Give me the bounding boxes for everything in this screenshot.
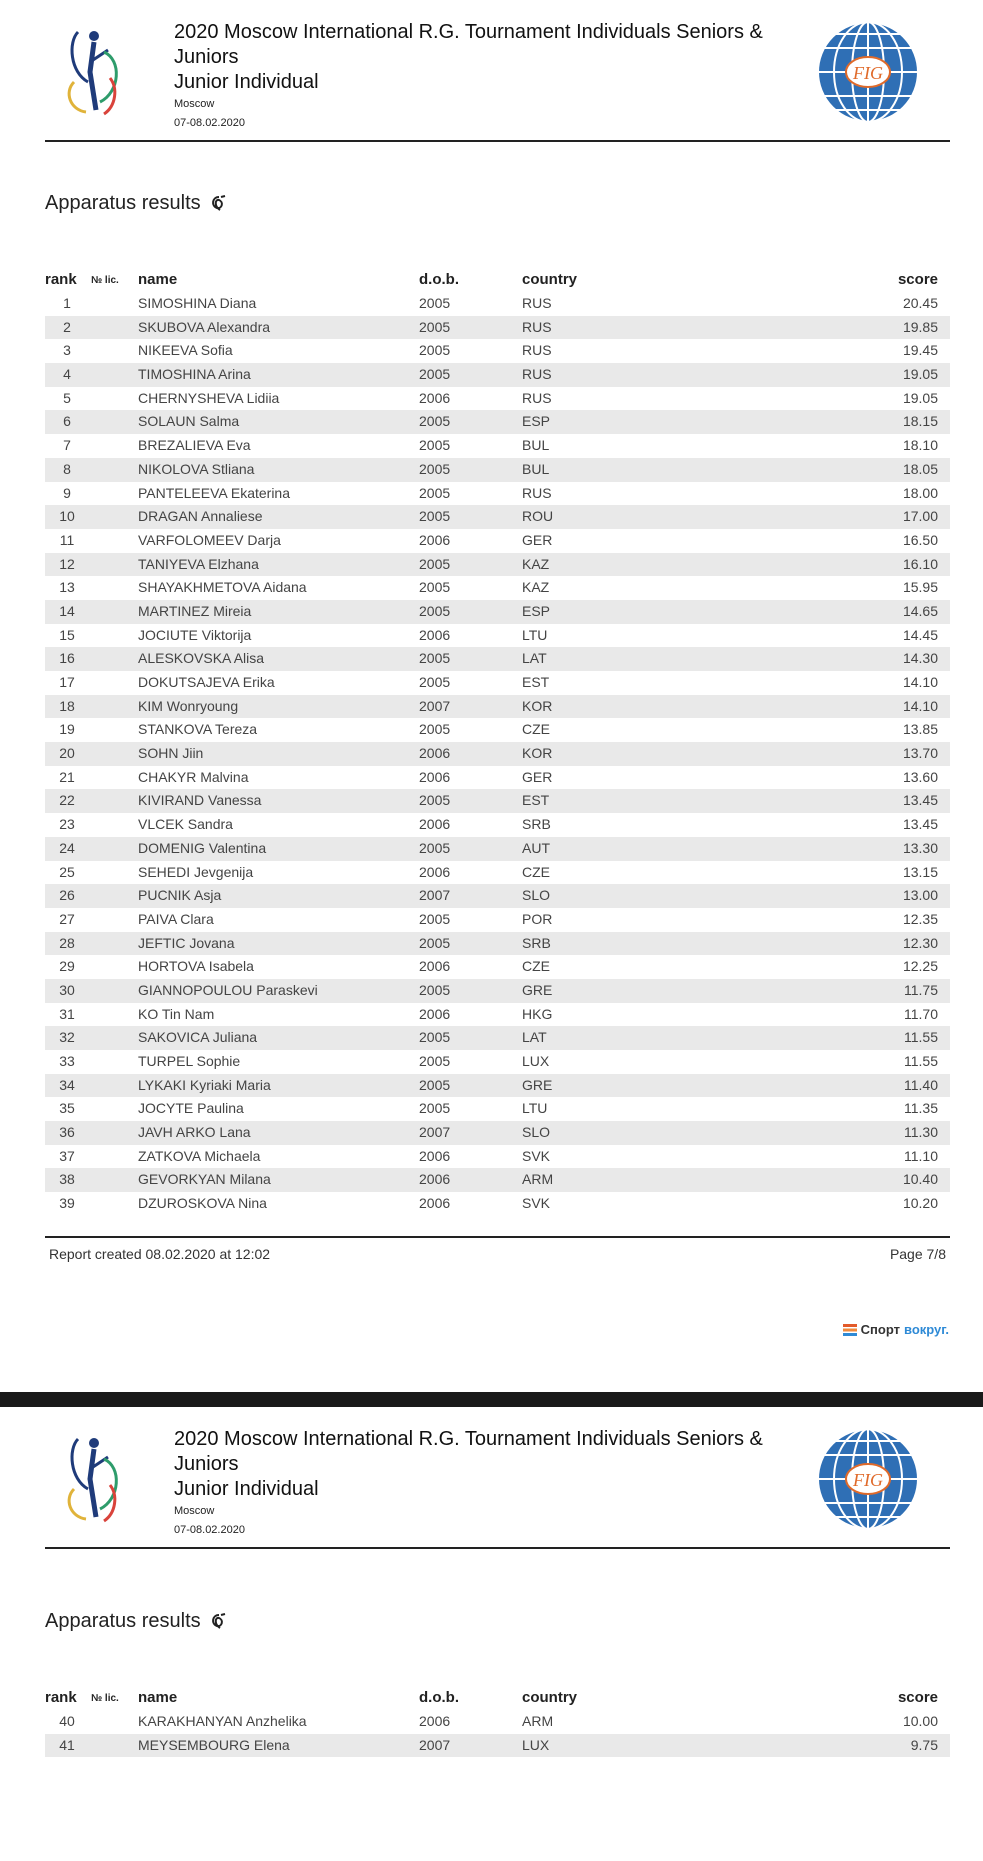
cell-score: 9.75 — [910, 1736, 938, 1753]
cell-country: CZE — [522, 958, 550, 975]
cell-dob: 2006 — [419, 745, 451, 762]
cell-score: 12.25 — [902, 958, 938, 975]
table-row — [45, 1121, 950, 1145]
cell-name: DOKUTSAJEVA Erika — [138, 674, 275, 690]
fig-globe-logo-icon — [816, 20, 920, 124]
cell-name: KO Tin Nam — [138, 1005, 215, 1022]
cell-name: JOCIUTE Viktorija — [138, 626, 252, 643]
cell-name: CHERNYSHEVA Lidiia — [138, 389, 280, 406]
table-row — [45, 837, 950, 861]
cell-name: GEVORKYAN Milana — [138, 1171, 271, 1188]
cell-score: 14.10 — [902, 697, 938, 714]
cell-country: CZE — [522, 721, 550, 738]
cell-score: 11.40 — [904, 1076, 938, 1093]
cell-rank: 40 — [59, 1713, 75, 1729]
cell-dob: 2006 — [419, 1171, 451, 1188]
cell-name: VARFOLOMEEV Darja — [138, 531, 281, 548]
cell-rank: 21 — [59, 768, 75, 785]
table-row — [45, 482, 950, 506]
section-title-text: Apparatus results — [45, 1610, 201, 1632]
fig-globe-logo-icon — [816, 1427, 920, 1531]
table-row — [45, 1050, 950, 1074]
cell-country: RUS — [522, 295, 552, 311]
cell-rank: 14 — [59, 602, 75, 619]
cell-name: SOHN Jiin — [138, 745, 204, 762]
cell-rank: 28 — [59, 934, 75, 951]
cell-dob: 2005 — [419, 579, 451, 596]
cell-country: EST — [522, 674, 550, 690]
cell-dob: 2005 — [419, 413, 451, 430]
cell-score: 15.95 — [902, 579, 938, 596]
cell-country: RUS — [522, 484, 552, 501]
cell-country: HKG — [522, 1005, 553, 1022]
gymnast-logo-icon — [60, 22, 124, 118]
cell-rank: 36 — [59, 1124, 75, 1141]
cell-score: 11.10 — [904, 1147, 938, 1164]
table-row — [45, 695, 950, 719]
header-col-country: country — [522, 1689, 578, 1706]
cell-name: ALESKOVSKA Alisa — [138, 650, 265, 667]
cell-dob: 2006 — [419, 626, 451, 643]
table-row — [45, 813, 950, 837]
cell-dob: 2005 — [419, 342, 451, 359]
cell-score: 13.00 — [902, 887, 938, 904]
cell-dob: 2005 — [419, 981, 451, 998]
cell-name: SOLAUN Salma — [138, 413, 240, 430]
cell-name: TURPEL Sophie — [138, 1053, 241, 1069]
brand-part1: Спорт — [860, 1322, 900, 1337]
table-row — [45, 1734, 950, 1758]
cell-rank: 32 — [59, 1029, 75, 1046]
cell-dob: 2007 — [419, 697, 451, 714]
table-row — [45, 387, 950, 411]
cell-score: 18.15 — [902, 413, 938, 430]
cell-score: 19.85 — [902, 318, 938, 335]
table-row — [45, 742, 950, 766]
tournament-title-line1: 2020 Moscow International R.G. Tournament Individuals Seniors & — [174, 1428, 763, 1450]
cell-country: KOR — [522, 697, 553, 714]
cell-score: 13.15 — [902, 863, 938, 880]
cell-country: RUS — [522, 389, 552, 406]
table-row — [45, 1074, 950, 1098]
cell-rank: 18 — [59, 697, 75, 714]
table-row — [45, 553, 950, 577]
cell-dob: 2005 — [419, 460, 451, 477]
cell-score: 14.65 — [902, 602, 938, 619]
cell-dob: 2005 — [419, 910, 451, 927]
cell-rank: 6 — [63, 413, 71, 430]
table-row — [45, 789, 950, 813]
cell-rank: 2 — [63, 318, 71, 335]
cell-country: CZE — [522, 863, 550, 880]
page-number: Page 7/8 — [889, 1246, 946, 1262]
table-row — [45, 1026, 950, 1050]
cell-country: RUS — [522, 366, 552, 383]
cell-dob: 2005 — [419, 1076, 451, 1093]
table-row — [45, 1192, 950, 1216]
table-row — [45, 292, 950, 316]
header-col-score: score — [897, 271, 938, 288]
cell-name: JAVH ARKO Lana — [138, 1124, 251, 1141]
table-row — [45, 955, 950, 979]
header-col-lic: № lic. — [91, 1693, 119, 1704]
cell-score: 11.35 — [904, 1100, 938, 1117]
section-title-2 — [45, 1610, 229, 1633]
cell-rank: 35 — [59, 1100, 75, 1117]
cell-score: 10.00 — [902, 1713, 938, 1729]
table-row — [45, 647, 950, 671]
cell-score: 20.45 — [902, 295, 938, 311]
cell-dob: 2007 — [419, 1124, 451, 1141]
tournament-title-line1: 2020 Moscow International R.G. Tournament Individuals Seniors & — [174, 21, 763, 43]
table-row — [45, 458, 950, 482]
cell-dob: 2006 — [419, 1147, 451, 1164]
cell-dob: 2005 — [419, 555, 451, 572]
cell-name: JEFTIC Jovana — [138, 934, 235, 951]
cell-country: GRE — [522, 1076, 553, 1093]
cell-dob: 2006 — [419, 531, 451, 548]
cell-score: 13.45 — [902, 816, 938, 833]
cell-score: 12.35 — [902, 910, 938, 927]
cell-country: RUS — [522, 318, 552, 335]
table-row — [45, 884, 950, 908]
brand-stripes-icon — [843, 1323, 857, 1337]
cell-rank: 17 — [59, 674, 75, 690]
title-block — [174, 20, 814, 133]
cell-rank: 25 — [59, 863, 75, 880]
cell-name: GIANNOPOULOU Paraskevi — [138, 981, 318, 998]
cell-dob: 2006 — [419, 389, 451, 406]
cell-country: KOR — [522, 745, 553, 762]
cell-country: KAZ — [522, 555, 550, 572]
cell-score: 13.85 — [902, 721, 938, 738]
cell-dob: 2005 — [419, 721, 451, 738]
cell-rank: 13 — [59, 579, 75, 596]
cell-country: LUX — [522, 1736, 550, 1753]
cell-name: VLCEK Sandra — [138, 816, 233, 833]
cell-country: AUT — [522, 839, 550, 856]
page-separator — [0, 1392, 983, 1407]
cell-score: 11.55 — [904, 1029, 938, 1046]
cell-name: PAIVA Clara — [138, 910, 214, 927]
cell-rank: 23 — [59, 816, 75, 833]
table-row — [45, 600, 950, 624]
ribbon-apparatus-icon — [209, 1612, 229, 1632]
cell-rank: 33 — [59, 1053, 75, 1069]
cell-name: MARTINEZ Mireia — [138, 602, 252, 619]
cell-score: 19.05 — [902, 366, 938, 383]
cell-country: SRB — [522, 934, 551, 951]
cell-name: NIKEEVA Sofia — [138, 342, 233, 359]
cell-score: 10.20 — [902, 1195, 938, 1212]
table-row — [45, 624, 950, 648]
cell-score: 16.50 — [902, 531, 938, 548]
cell-country: SLO — [522, 887, 551, 904]
cell-rank: 38 — [59, 1171, 75, 1188]
cell-country: GER — [522, 531, 553, 548]
cell-rank: 29 — [59, 958, 75, 975]
cell-rank: 15 — [59, 626, 75, 643]
table-row — [45, 410, 950, 434]
cell-score: 18.00 — [902, 484, 938, 501]
table-row — [45, 1710, 950, 1734]
cell-dob: 2006 — [419, 958, 451, 975]
fig-logo-text: FIG — [853, 1470, 883, 1490]
results-table-page-2 — [45, 1686, 950, 1757]
cell-name: BREZALIEVA Eva — [138, 437, 251, 454]
cell-country: RUS — [522, 342, 552, 359]
cell-country: KAZ — [522, 579, 550, 596]
cell-rank: 1 — [63, 295, 71, 311]
cell-country: ESP — [522, 602, 551, 619]
cell-rank: 3 — [63, 342, 71, 359]
cell-dob: 2005 — [419, 792, 451, 809]
cell-rank: 11 — [59, 531, 75, 548]
cell-dob: 2005 — [419, 934, 451, 951]
cell-rank: 8 — [63, 460, 71, 477]
cell-rank: 12 — [59, 555, 75, 572]
cell-rank: 39 — [59, 1195, 75, 1212]
cell-dob: 2006 — [419, 1195, 451, 1212]
cell-name: SEHEDI Jevgenija — [138, 863, 254, 880]
header-col-lic: № lic. — [91, 275, 119, 286]
header-col-country: country — [522, 271, 578, 288]
cell-rank: 9 — [63, 484, 71, 501]
cell-country: BUL — [522, 437, 550, 454]
table-row — [45, 1003, 950, 1027]
header-col-dob: d.o.b. — [419, 1689, 459, 1706]
dates: 07-08.02.2020 — [174, 1524, 245, 1536]
cell-name: MEYSEMBOURG Elena — [138, 1736, 290, 1753]
cell-rank: 22 — [59, 792, 75, 809]
table-row — [45, 979, 950, 1003]
cell-score: 16.10 — [902, 555, 938, 572]
ribbon-apparatus-icon — [209, 194, 229, 214]
cell-score: 11.30 — [904, 1124, 938, 1141]
cell-rank: 19 — [59, 721, 75, 738]
cell-rank: 26 — [59, 887, 75, 904]
cell-dob: 2005 — [419, 602, 451, 619]
cell-country: GER — [522, 768, 553, 785]
cell-score: 13.30 — [902, 839, 938, 856]
cell-rank: 30 — [59, 981, 75, 998]
section-title — [45, 192, 229, 215]
section-title-text: Apparatus results — [45, 192, 201, 214]
header-col-name: name — [138, 271, 178, 288]
cell-name: SAKOVICA Juliana — [138, 1029, 258, 1046]
category-subtitle: Junior Individual — [174, 71, 319, 93]
cell-score: 13.70 — [902, 745, 938, 762]
cell-rank: 41 — [59, 1736, 75, 1753]
cell-dob: 2005 — [419, 1053, 451, 1069]
fig-logo-text: FIG — [853, 63, 883, 83]
sport-vokrug-brand — [843, 1322, 949, 1337]
cell-country: LAT — [522, 650, 547, 667]
cell-country: BUL — [522, 460, 550, 477]
cell-score: 19.05 — [902, 389, 938, 406]
cell-country: ESP — [522, 413, 551, 430]
cell-country: SVK — [522, 1195, 551, 1212]
cell-rank: 24 — [59, 839, 75, 856]
table-row — [45, 363, 950, 387]
cell-score: 14.10 — [902, 674, 938, 690]
table-row — [45, 1168, 950, 1192]
cell-score: 18.10 — [902, 437, 938, 454]
cell-score: 14.30 — [902, 650, 938, 667]
cell-country: LUX — [522, 1053, 550, 1069]
cell-name: PUCNIK Asja — [138, 887, 222, 904]
cell-country: GRE — [522, 981, 553, 998]
title-block-2 — [174, 1427, 814, 1540]
table-row — [45, 718, 950, 742]
header-col-dob: d.o.b. — [419, 271, 459, 288]
cell-score: 10.40 — [902, 1171, 938, 1188]
cell-rank: 34 — [59, 1076, 75, 1093]
cell-score: 17.00 — [902, 508, 938, 525]
cell-name: TANIYEVA Elzhana — [138, 555, 259, 572]
cell-rank: 4 — [63, 366, 71, 383]
table-row — [45, 1145, 950, 1169]
tournament-title-line2: Juniors — [174, 1453, 239, 1475]
header-col-name: name — [138, 1689, 178, 1706]
cell-rank: 16 — [59, 650, 75, 667]
cell-dob: 2005 — [419, 366, 451, 383]
table-row — [45, 1097, 950, 1121]
page-header — [45, 0, 950, 142]
table-row — [45, 316, 950, 340]
cell-name: TIMOSHINA Arina — [138, 366, 251, 383]
cell-score: 19.45 — [902, 342, 938, 359]
cell-dob: 2005 — [419, 508, 451, 525]
cell-country: ROU — [522, 508, 554, 525]
city: Moscow — [174, 98, 215, 110]
cell-name: DRAGAN Annaliese — [138, 508, 263, 525]
cell-country: ARM — [522, 1171, 554, 1188]
cell-dob: 2005 — [419, 318, 451, 335]
brand-part2: вокруг. — [904, 1322, 949, 1337]
report-created: Report created 08.02.2020 at 12:02 — [49, 1246, 271, 1262]
table-row — [45, 339, 950, 363]
cell-country: SRB — [522, 816, 551, 833]
cell-name: CHAKYR Malvina — [138, 768, 249, 785]
table-row — [45, 861, 950, 885]
city: Moscow — [174, 1505, 215, 1517]
cell-dob: 2006 — [419, 863, 451, 880]
cell-score: 11.70 — [904, 1005, 938, 1022]
cell-name: SHAYAKHMETOVA Aidana — [138, 579, 307, 596]
cell-rank: 20 — [59, 745, 75, 762]
cell-dob: 2006 — [419, 1005, 451, 1022]
gymnast-logo-icon — [60, 1429, 124, 1525]
table-row — [45, 434, 950, 458]
cell-dob: 2005 — [419, 1029, 451, 1046]
cell-country: ARM — [522, 1713, 554, 1729]
cell-score: 18.05 — [902, 460, 938, 477]
cell-dob: 2006 — [419, 1713, 451, 1729]
cell-dob: 2007 — [419, 887, 451, 904]
cell-dob: 2005 — [419, 650, 451, 667]
cell-country: SVK — [522, 1147, 551, 1164]
cell-country: EST — [522, 792, 550, 809]
cell-country: POR — [522, 910, 553, 927]
cell-name: KARAKHANYAN Anzhelika — [138, 1713, 307, 1729]
cell-name: HORTOVA Isabela — [138, 958, 254, 975]
cell-country: LTU — [522, 626, 548, 643]
table-row — [45, 576, 950, 600]
table-row — [45, 766, 950, 790]
cell-dob: 2005 — [419, 1100, 451, 1117]
cell-country: LAT — [522, 1029, 547, 1046]
cell-rank: 31 — [59, 1005, 75, 1022]
cell-name: KIVIRAND Vanessa — [138, 792, 262, 809]
cell-rank: 5 — [63, 389, 71, 406]
header-col-rank: rank — [45, 271, 77, 288]
table-header-row — [45, 1686, 950, 1710]
cell-country: SLO — [522, 1124, 551, 1141]
cell-name: DOMENIG Valentina — [138, 839, 267, 856]
cell-rank: 10 — [59, 508, 75, 525]
page-footer — [45, 1236, 950, 1262]
cell-name: SKUBOVA Alexandra — [138, 318, 271, 335]
cell-name: NIKOLOVA Stliana — [138, 460, 255, 477]
cell-name: DZUROSKOVA Nina — [138, 1195, 267, 1212]
table-row — [45, 932, 950, 956]
cell-score: 14.45 — [902, 626, 938, 643]
category-subtitle: Junior Individual — [174, 1478, 319, 1500]
page-header-2 — [45, 1407, 950, 1549]
cell-name: SIMOSHINA Diana — [138, 295, 257, 311]
cell-name: JOCYTE Paulina — [138, 1100, 244, 1117]
tournament-title-line2: Juniors — [174, 46, 239, 68]
cell-score: 11.75 — [904, 981, 938, 998]
cell-name: PANTELEEVA Ekaterina — [138, 484, 290, 501]
cell-dob: 2005 — [419, 437, 451, 454]
cell-dob: 2005 — [419, 674, 451, 690]
cell-dob: 2007 — [419, 1736, 451, 1753]
cell-dob: 2006 — [419, 816, 451, 833]
cell-rank: 7 — [63, 437, 71, 454]
table-row — [45, 505, 950, 529]
header-col-rank: rank — [45, 1689, 77, 1706]
cell-dob: 2005 — [419, 484, 451, 501]
cell-score: 11.55 — [904, 1053, 938, 1069]
cell-score: 13.45 — [902, 792, 938, 809]
cell-name: STANKOVA Tereza — [138, 721, 258, 738]
cell-rank: 27 — [59, 910, 75, 927]
cell-name: LYKAKI Kyriaki Maria — [138, 1076, 271, 1093]
cell-dob: 2005 — [419, 295, 451, 311]
table-row — [45, 529, 950, 553]
results-table-page-1 — [45, 268, 950, 1216]
table-row — [45, 908, 950, 932]
cell-score: 13.60 — [902, 768, 938, 785]
cell-name: ZATKOVA Michaela — [138, 1147, 261, 1164]
cell-score: 12.30 — [902, 934, 938, 951]
dates: 07-08.02.2020 — [174, 117, 245, 129]
table-header-row — [45, 268, 950, 292]
cell-name: KIM Wonryoung — [138, 697, 239, 714]
table-row — [45, 671, 950, 695]
cell-dob: 2006 — [419, 768, 451, 785]
header-col-score: score — [897, 1689, 938, 1706]
cell-dob: 2005 — [419, 839, 451, 856]
cell-rank: 37 — [59, 1147, 75, 1164]
report-page-2 — [0, 1407, 983, 1861]
cell-country: LTU — [522, 1100, 548, 1117]
